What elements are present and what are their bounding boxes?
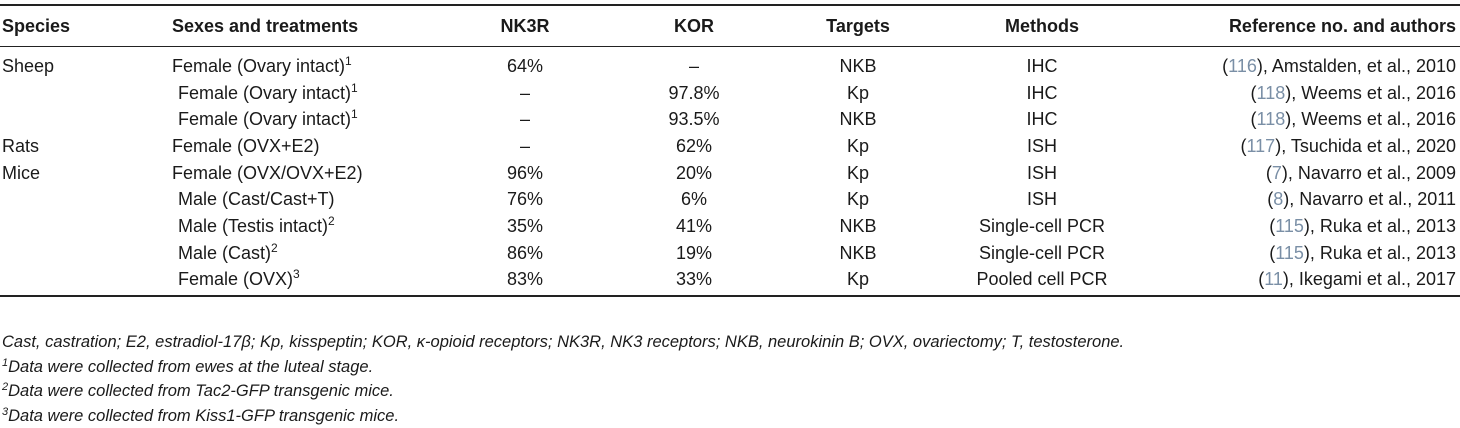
footnote-marker: 1 bbox=[345, 53, 352, 68]
cell-treatment bbox=[172, 106, 440, 133]
ref-open-paren: ( bbox=[1269, 215, 1276, 236]
header-methods: Methods bbox=[938, 5, 1146, 47]
cell-target: Kp bbox=[778, 267, 938, 297]
cell-nk3r: 35% bbox=[506, 215, 544, 236]
reference-link[interactable]: 7 bbox=[1271, 162, 1282, 183]
ref-close-paren: ), bbox=[1256, 55, 1272, 76]
reference-link[interactable]: 117 bbox=[1246, 135, 1276, 156]
footnote-3 bbox=[2, 404, 1452, 428]
ref-close-paren: ), bbox=[1282, 269, 1299, 290]
cell-species bbox=[0, 267, 172, 297]
cell-target: Kp bbox=[846, 189, 870, 210]
ref-authors: Navarro et al., 2009 bbox=[1297, 162, 1456, 183]
abbreviations-note: Cast, castration; E2, estradiol-17β; Kp, kisspeptin; KOR, κ-opioid receptors; NK3R, NK3 receptors; NKB, neurokinin B; OVX, ovariectomy; T, testosterone. bbox=[2, 333, 1125, 351]
cell-treatment bbox=[172, 80, 440, 107]
cell-method: Single-cell PCR bbox=[978, 242, 1106, 263]
ref-authors: Ikegami et al., 2017 bbox=[1298, 269, 1456, 290]
table-row bbox=[0, 213, 1460, 240]
footnote-1 bbox=[2, 355, 1452, 380]
table-notes bbox=[2, 330, 1452, 428]
cell-species bbox=[0, 213, 172, 240]
reference-link[interactable]: 118 bbox=[1256, 82, 1286, 103]
header-reference: Reference no. and authors bbox=[1146, 5, 1460, 47]
ref-authors: Tsuchida et al., 2020 bbox=[1290, 135, 1456, 156]
table-row bbox=[0, 106, 1460, 133]
ref-open-paren: ( bbox=[1240, 135, 1247, 156]
cell-nk3r: 76% bbox=[506, 189, 544, 210]
reference-link[interactable]: 115 bbox=[1275, 242, 1304, 263]
cell-method: IHC bbox=[1026, 82, 1058, 103]
cell-reference bbox=[1146, 267, 1460, 297]
footnote-marker: 1 bbox=[351, 107, 358, 122]
ref-authors: Weems et al., 2016 bbox=[1301, 82, 1456, 103]
cell-reference bbox=[1146, 133, 1460, 160]
ref-close-paren: ), bbox=[1275, 135, 1291, 156]
cell-method: ISH bbox=[1026, 162, 1057, 183]
reference-link[interactable]: 8 bbox=[1273, 189, 1284, 210]
cell-target: NKB bbox=[839, 242, 877, 263]
cell-treatment bbox=[172, 213, 440, 240]
cell-target: Kp bbox=[846, 162, 870, 183]
table-row bbox=[0, 186, 1460, 213]
cell-reference bbox=[1146, 106, 1460, 133]
cell-target: NKB bbox=[839, 55, 877, 76]
ref-authors: Amstalden, et al., 2010 bbox=[1271, 55, 1456, 76]
cell-nk3r: 96% bbox=[506, 162, 544, 183]
treatment-text: Male (Testis intact) bbox=[178, 215, 329, 236]
footnote-marker: 1 bbox=[351, 80, 358, 95]
cell-nk3r: 86% bbox=[506, 242, 544, 263]
cell-reference bbox=[1146, 213, 1460, 240]
cell-kor: 6% bbox=[680, 189, 707, 210]
cell-kor: 62% bbox=[675, 135, 713, 156]
cell-reference bbox=[1146, 240, 1460, 267]
treatment-text: Female (Ovary intact) bbox=[178, 82, 352, 103]
cell-nk3r: – bbox=[519, 135, 530, 156]
cell-method: IHC bbox=[1026, 55, 1058, 76]
cell-target: Kp bbox=[846, 135, 870, 156]
table-row bbox=[0, 47, 1460, 80]
cell-treatment bbox=[172, 47, 440, 80]
table-row bbox=[0, 133, 1460, 160]
table-row bbox=[0, 240, 1460, 267]
cell-kor: – bbox=[688, 55, 699, 76]
cell-reference bbox=[1146, 47, 1460, 80]
cell-species bbox=[0, 186, 172, 213]
ref-open-paren: ( bbox=[1267, 189, 1274, 210]
cell-method: Single-cell PCR bbox=[978, 215, 1106, 236]
cell-kor: 97.8% bbox=[668, 82, 720, 103]
cell-species bbox=[0, 240, 172, 267]
footnote-text: Data were collected from Tac2-GFP transgenic mice. bbox=[8, 382, 394, 400]
table-row bbox=[0, 80, 1460, 107]
footnote-marker: 1 bbox=[2, 356, 9, 369]
ref-close-paren: ), bbox=[1285, 82, 1302, 103]
ref-authors: Weems et al., 2016 bbox=[1301, 109, 1456, 130]
cell-target: Kp bbox=[846, 82, 870, 103]
cell-treatment bbox=[172, 186, 440, 213]
reference-link[interactable]: 118 bbox=[1256, 109, 1286, 130]
cell-kor: 20% bbox=[675, 162, 713, 183]
cell-target: NKB bbox=[839, 109, 877, 130]
ref-open-paren: ( bbox=[1265, 162, 1272, 183]
footnote-2 bbox=[2, 379, 1452, 404]
footnote-marker: 2 bbox=[328, 213, 335, 228]
cell-kor: 33% bbox=[610, 267, 778, 297]
cell-species bbox=[0, 106, 172, 133]
footnote-text: Data were collected from ewes at the luteal stage. bbox=[8, 357, 374, 376]
ref-open-paren: ( bbox=[1250, 82, 1257, 103]
ref-close-paren: ), bbox=[1285, 109, 1302, 130]
cell-method: Pooled cell PCR bbox=[938, 267, 1146, 297]
treatment-text: Male (Cast/Cast+T) bbox=[178, 189, 335, 210]
header-species: Species bbox=[0, 5, 172, 47]
table-header-row bbox=[0, 5, 1460, 47]
cell-treatment bbox=[172, 133, 440, 160]
header-nk3r: NK3R bbox=[440, 5, 610, 47]
treatment-text: Female (OVX) bbox=[178, 269, 294, 290]
cell-nk3r: 64% bbox=[506, 55, 544, 76]
ref-open-paren: ( bbox=[1258, 269, 1265, 290]
treatment-text: Female (OVX+E2) bbox=[172, 135, 320, 156]
cell-method: ISH bbox=[1026, 135, 1057, 156]
treatment-text: Female (Ovary intact) bbox=[172, 55, 346, 76]
ref-authors: Ruka et al., 2013 bbox=[1319, 215, 1456, 236]
cell-reference bbox=[1146, 80, 1460, 107]
cell-reference bbox=[1146, 186, 1460, 213]
footnote-marker: 3 bbox=[293, 267, 300, 282]
treatment-text: Female (Ovary intact) bbox=[178, 109, 352, 130]
header-targets: Targets bbox=[778, 5, 938, 47]
cell-species: Mice bbox=[2, 162, 41, 183]
ref-open-paren: ( bbox=[1269, 242, 1276, 263]
ref-open-paren: ( bbox=[1250, 109, 1257, 130]
cell-method: ISH bbox=[1026, 189, 1057, 210]
ref-close-paren: ), bbox=[1303, 215, 1320, 236]
header-kor: KOR bbox=[610, 5, 778, 47]
footnote-marker: 2 bbox=[271, 240, 278, 255]
cell-species: Sheep bbox=[2, 55, 55, 76]
reference-link[interactable]: 115 bbox=[1275, 215, 1304, 236]
cell-nk3r: – bbox=[519, 109, 530, 130]
treatment-text: Male (Cast) bbox=[178, 242, 272, 263]
cell-treatment bbox=[172, 240, 440, 267]
data-table bbox=[0, 4, 1460, 297]
reference-link[interactable]: 116 bbox=[1228, 55, 1257, 76]
cell-target: NKB bbox=[839, 215, 877, 236]
reference-link[interactable]: 11 bbox=[1264, 269, 1283, 290]
cell-treatment bbox=[172, 160, 440, 187]
footnote-text: Data were collected from Kiss1-GFP transgenic mice. bbox=[8, 406, 400, 425]
ref-authors: Ruka et al., 2013 bbox=[1319, 242, 1456, 263]
cell-treatment bbox=[172, 267, 440, 297]
cell-kor: 93.5% bbox=[668, 109, 720, 130]
table-row bbox=[0, 267, 1460, 297]
cell-nk3r: – bbox=[519, 82, 530, 103]
cell-kor: 41% bbox=[675, 215, 713, 236]
cell-species: Rats bbox=[2, 135, 40, 156]
ref-close-paren: ), bbox=[1283, 189, 1300, 210]
header-sexes-treatments: Sexes and treatments bbox=[172, 5, 440, 47]
treatment-text: Female (OVX/OVX+E2) bbox=[172, 162, 363, 183]
footnote-marker: 3 bbox=[2, 405, 9, 418]
cell-kor: 19% bbox=[675, 242, 713, 263]
ref-close-paren: ), bbox=[1281, 162, 1298, 183]
ref-authors: Navarro et al., 2011 bbox=[1299, 189, 1456, 210]
cell-method: IHC bbox=[1026, 109, 1058, 130]
cell-nk3r: 83% bbox=[440, 267, 610, 297]
ref-close-paren: ), bbox=[1303, 242, 1320, 263]
cell-reference bbox=[1146, 160, 1460, 187]
footnote-marker: 2 bbox=[2, 381, 9, 393]
table-row bbox=[0, 160, 1460, 187]
ref-open-paren: ( bbox=[1222, 55, 1229, 76]
cell-species bbox=[0, 80, 172, 107]
